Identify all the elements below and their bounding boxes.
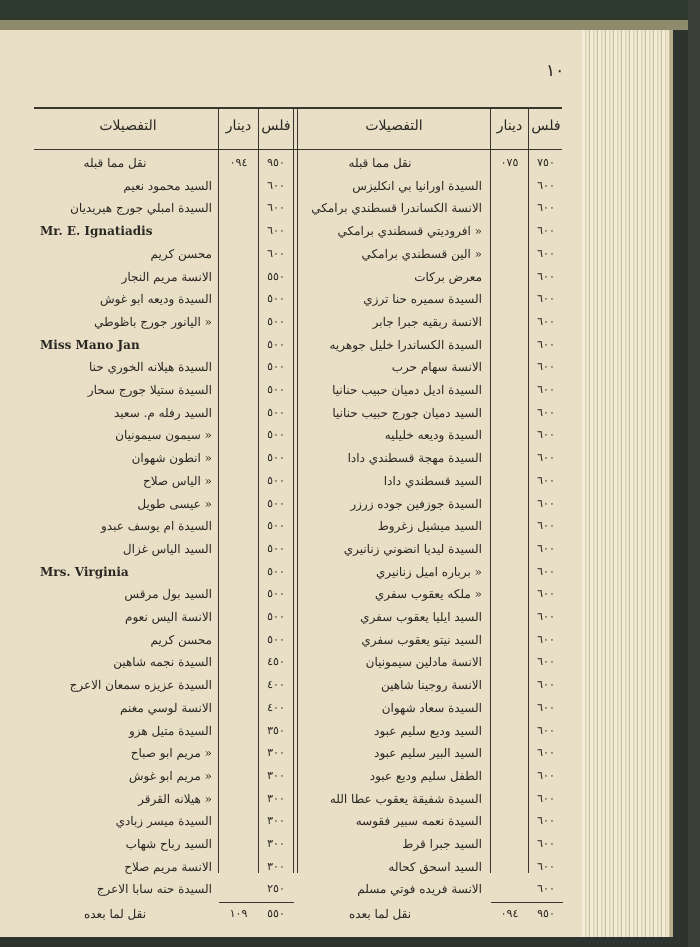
right-row-name: السيد ايليا يعقوب سفري	[360, 610, 482, 624]
left-row-fils: ٢٥٠	[267, 882, 285, 896]
right-row-fils: ٦٠٠	[537, 768, 555, 782]
left-row-name: الانسة مريم صلاح	[124, 859, 212, 874]
book-cover-top	[0, 0, 700, 22]
table-header-rule	[34, 149, 562, 150]
left-row-name: الانسة لوسي مغنم	[119, 700, 212, 715]
left-row-fils: ٦٠٠	[267, 246, 285, 260]
right-row-name: السيد دميان جورج حبيب حنانيا	[332, 405, 482, 420]
right-row-fils: ٦٠٠	[537, 882, 555, 896]
right-carried-out-dinar: ٠٩٤	[500, 907, 519, 921]
left-row-name: السيد بول مرقس	[124, 587, 212, 602]
left-row-fils: ٣٥٠	[267, 723, 285, 737]
right-row-fils: ٦٠٠	[537, 314, 555, 328]
left-row-fils: ٥٠٠	[267, 632, 285, 646]
left-row-name: السيدة متيل هزو	[128, 723, 212, 738]
right-row-fils: ٦٠٠	[537, 405, 555, 419]
right-row-name: السيدة سعاد شهوان	[381, 700, 482, 715]
right-row-fils: ٦٠٠	[537, 292, 555, 306]
left-row-fils: ٦٠٠	[267, 178, 285, 192]
left-row-name: السيدة حنه سابا الاعرج	[96, 882, 212, 897]
left-row-fils: ٣٠٠	[267, 837, 285, 850]
right-row-name: السيدة شفيقة يعقوب عطا الله	[329, 791, 482, 806]
left-row-name: Miss Mano Jan	[40, 337, 140, 352]
right-row-name: السيد وديع سليم عبود	[374, 723, 482, 738]
left-row-name: السيدة عزيزه سمعان الاعرج	[69, 678, 212, 693]
right-row-name: السيد قسطندي دادا	[383, 473, 482, 488]
left-row-fils: ٦٠٠	[267, 224, 285, 238]
right-row-name: السيدة اديل دميان حبيب حنانيا	[332, 383, 482, 397]
left-carried-in-dinar: ٠٩٤	[229, 156, 248, 169]
right-row-fils: ٦٠٠	[537, 655, 555, 669]
right-row-name: السيد نيتو يعقوب سفري	[361, 632, 482, 647]
right-carried-in-label: نقل مما قبله	[348, 156, 412, 170]
left-row-name: الانسة مريم النجار	[121, 269, 212, 284]
right-carried-out-label: نقل لما بعده	[348, 907, 412, 922]
left-row-name: السيدة نجمه شاهين	[113, 655, 212, 670]
left-row-name: السيدة وديعه ابو غوش	[99, 292, 212, 307]
left-row-fils: ٤٥٠	[267, 655, 285, 669]
left-row-name: « مريم ابو غوش	[128, 768, 212, 783]
right-carried-out-fils: ٩٥٠	[537, 907, 555, 921]
left-row-fils: ٥٠٠	[267, 496, 285, 510]
right-row-fils: ٦٠٠	[537, 746, 555, 760]
right-row-name: الانسة ربقيه جبرا جابر	[372, 314, 482, 329]
right-row-name: السيد اسحق كحاله	[388, 859, 482, 874]
left-row-name: السيدة ستيلا جورج سحار	[87, 383, 212, 397]
left-row-name: السيد رباح شهاب	[125, 837, 212, 851]
left-row-fils: ٣٠٠	[267, 768, 285, 782]
right-row-fils: ٦٠٠	[537, 224, 555, 238]
left-row-name: « عيسى طويل	[137, 496, 212, 511]
left-row-fils: ٤٠٠	[267, 678, 285, 692]
page-number: ١٠	[546, 61, 565, 81]
left-row-fils: ٥٠٠	[267, 405, 285, 419]
header-details-right: التفصيلات	[365, 118, 423, 134]
right-row-name: السيد البير سليم عبود	[374, 746, 482, 761]
left-row-name: محسن كريم	[150, 246, 212, 261]
right-row-name: الانسة فريده فوتي مسلم	[357, 882, 482, 897]
left-row-name: السيد محمود نعيم	[123, 178, 212, 193]
right-row-name: الطفل سليم وديع عبود	[369, 768, 482, 783]
right-row-name: السيدة وديعه خليليه	[384, 428, 482, 443]
left-row-fils: ٥٠٠	[267, 473, 285, 487]
table-top-rule	[34, 107, 562, 109]
left-row-name: السيد رفله م. سعيد	[113, 405, 212, 420]
book-cover-right	[688, 0, 700, 947]
left-row-fils: ٥٠٠	[267, 360, 285, 374]
right-carried-in-dinar: ٠٧٥	[500, 156, 519, 169]
left-row-fils: ٥٠٠	[267, 292, 285, 306]
left-carried-out-label: نقل لما بعده	[83, 907, 147, 922]
left-row-fils: ٣٠٠	[267, 791, 285, 805]
right-row-fils: ٦٠٠	[537, 541, 555, 555]
right-row-name: السيدة ليديا انضوني زنانيري	[343, 541, 482, 556]
right-row-name: الانسة روجينا شاهين	[381, 678, 482, 693]
left-row-fils: ٥٠٠	[267, 564, 285, 578]
left-row-name: Mr. E. Ignatiadis	[40, 224, 153, 239]
right-row-name: السيدة الكساندرا خليل جوهريه	[329, 337, 482, 352]
left-row-fils: ٣٠٠	[267, 746, 285, 760]
left-row-name: السيدة ام يوسف عبدو	[101, 519, 212, 534]
left-carried-out-fils: ٥٥٠	[267, 907, 285, 921]
right-row-fils: ٦٠٠	[537, 723, 555, 737]
right-row-fils: ٦٠٠	[537, 178, 555, 192]
left-row-fils: ٦٠٠	[267, 201, 285, 215]
right-row-fils: ٦٠٠	[537, 496, 555, 510]
right-details-divider	[490, 108, 491, 873]
left-row-fils: ٥٠٠	[267, 314, 285, 328]
left-row-name: Mrs. Virginia	[40, 564, 129, 579]
header-fils-left: فلس	[261, 118, 291, 134]
left-row-name: « هيلانه القرقر	[138, 791, 212, 806]
left-carried-in-label: نقل مما قبله	[83, 156, 147, 170]
right-row-name: السيدة نعمه سبير فقوسه	[355, 814, 482, 829]
left-row-fils: ٤٠٠	[267, 700, 285, 714]
left-total-rule	[219, 902, 294, 903]
header-dinar-left: دينار	[225, 118, 252, 134]
left-row-name: السيدة امبلي جورج هيريديان	[70, 201, 212, 216]
left-row-fils: ٥٠٠	[267, 428, 285, 442]
left-row-fils: ٥٠٠	[267, 451, 285, 465]
right-row-name: الانسة سهام حرب	[391, 360, 482, 375]
right-row-fils: ٦٠٠	[537, 360, 555, 374]
right-row-name: الانسة مادلين سيمونيان	[365, 655, 482, 670]
right-row-name: السيدة سميره حنا ترزي	[363, 292, 482, 307]
right-row-name: الانسة الكساندرا قسطندي برامكي	[311, 201, 482, 216]
left-row-name: « سيمون سيمونيان	[115, 428, 212, 443]
left-row-name: « مريم ابو صباح	[130, 746, 212, 761]
right-row-fils: ٦٠٠	[537, 473, 555, 487]
header-details-left: التفصيلات	[99, 118, 157, 134]
left-row-fils: ٣٠٠	[267, 814, 285, 828]
right-row-name: « الين قسطندي برامكي	[361, 246, 482, 261]
right-row-fils: ٦٠٠	[537, 451, 555, 465]
right-row-name: السيد ميشيل زغروط	[377, 519, 482, 534]
right-row-name: السيدة جوزفين جوده زرزر	[350, 496, 482, 511]
left-row-fils: ٥٠٠	[267, 519, 285, 533]
header-fils-right: فلس	[531, 118, 561, 134]
left-row-name: السيدة هيلانه الخوري حنا	[88, 360, 212, 375]
right-row-fils: ٦٠٠	[537, 564, 555, 578]
left-row-name: « اليانور جورج باظوطي	[94, 314, 212, 329]
left-row-fils: ٥٠٠	[267, 587, 285, 601]
right-row-name: « افروديتي قسطندي برامكي	[337, 224, 482, 239]
left-row-name: محسن كريم	[150, 632, 212, 647]
left-carried-in-fils: ٩٥٠	[267, 156, 285, 169]
right-row-fils: ٦٠٠	[537, 859, 555, 873]
left-row-name: الانسة اليس نعوم	[125, 610, 212, 624]
left-details-divider	[218, 108, 219, 873]
header-dinar-right: دينار	[496, 118, 523, 134]
left-row-name: السيدة ميسر زبادي	[115, 814, 212, 829]
center-double-divider	[293, 108, 294, 873]
right-row-fils: ٦٠٠	[537, 383, 555, 396]
right-row-fils: ٦٠٠	[537, 587, 555, 601]
right-row-name: « ملكه يعقوب سفري	[374, 587, 482, 602]
left-row-name: « الياس صلاح	[143, 473, 212, 488]
right-row-fils: ٦٠٠	[537, 837, 555, 850]
left-row-fils: ٥٠٠	[267, 610, 285, 623]
right-row-fils: ٦٠٠	[537, 201, 555, 215]
right-row-fils: ٦٠٠	[537, 791, 555, 805]
right-row-fils: ٦٠٠	[537, 632, 555, 646]
right-row-name: السيد جبرا قرط	[402, 837, 482, 851]
right-carried-in-fils: ٧٥٠	[537, 156, 555, 169]
page-edges	[582, 30, 673, 937]
right-row-fils: ٦٠٠	[537, 269, 555, 283]
right-row-fils: ٦٠٠	[537, 337, 555, 351]
right-total-rule	[491, 902, 563, 903]
left-row-name: « انطون شهوان	[131, 451, 212, 466]
right-row-name: معرض بركات	[414, 269, 482, 284]
right-row-fils: ٦٠٠	[537, 700, 555, 714]
right-row-name: السيدة اورانيا بي انكليزس	[352, 178, 482, 193]
left-row-fils: ٥٠٠	[267, 541, 285, 555]
right-row-fils: ٦٠٠	[537, 428, 555, 442]
right-row-fils: ٦٠٠	[537, 814, 555, 828]
left-row-name: السيد الياس غزال	[122, 541, 212, 556]
right-row-fils: ٦٠٠	[537, 610, 555, 623]
left-row-fils: ٣٠٠	[267, 859, 285, 873]
left-carried-out-dinar: ١٠٩	[229, 907, 248, 921]
right-row-name: « برباره اميل زنانيري	[375, 564, 482, 579]
right-row-fils: ٦٠٠	[537, 519, 555, 533]
left-row-fils: ٥٥٠	[267, 269, 285, 283]
book-cover-band	[0, 20, 690, 30]
right-row-fils: ٦٠٠	[537, 246, 555, 260]
right-row-fils: ٦٠٠	[537, 678, 555, 692]
left-row-fils: ٥٠٠	[267, 337, 285, 351]
left-row-fils: ٥٠٠	[267, 383, 285, 396]
right-row-name: السيدة مهجة قسطندي دادا	[347, 451, 482, 466]
